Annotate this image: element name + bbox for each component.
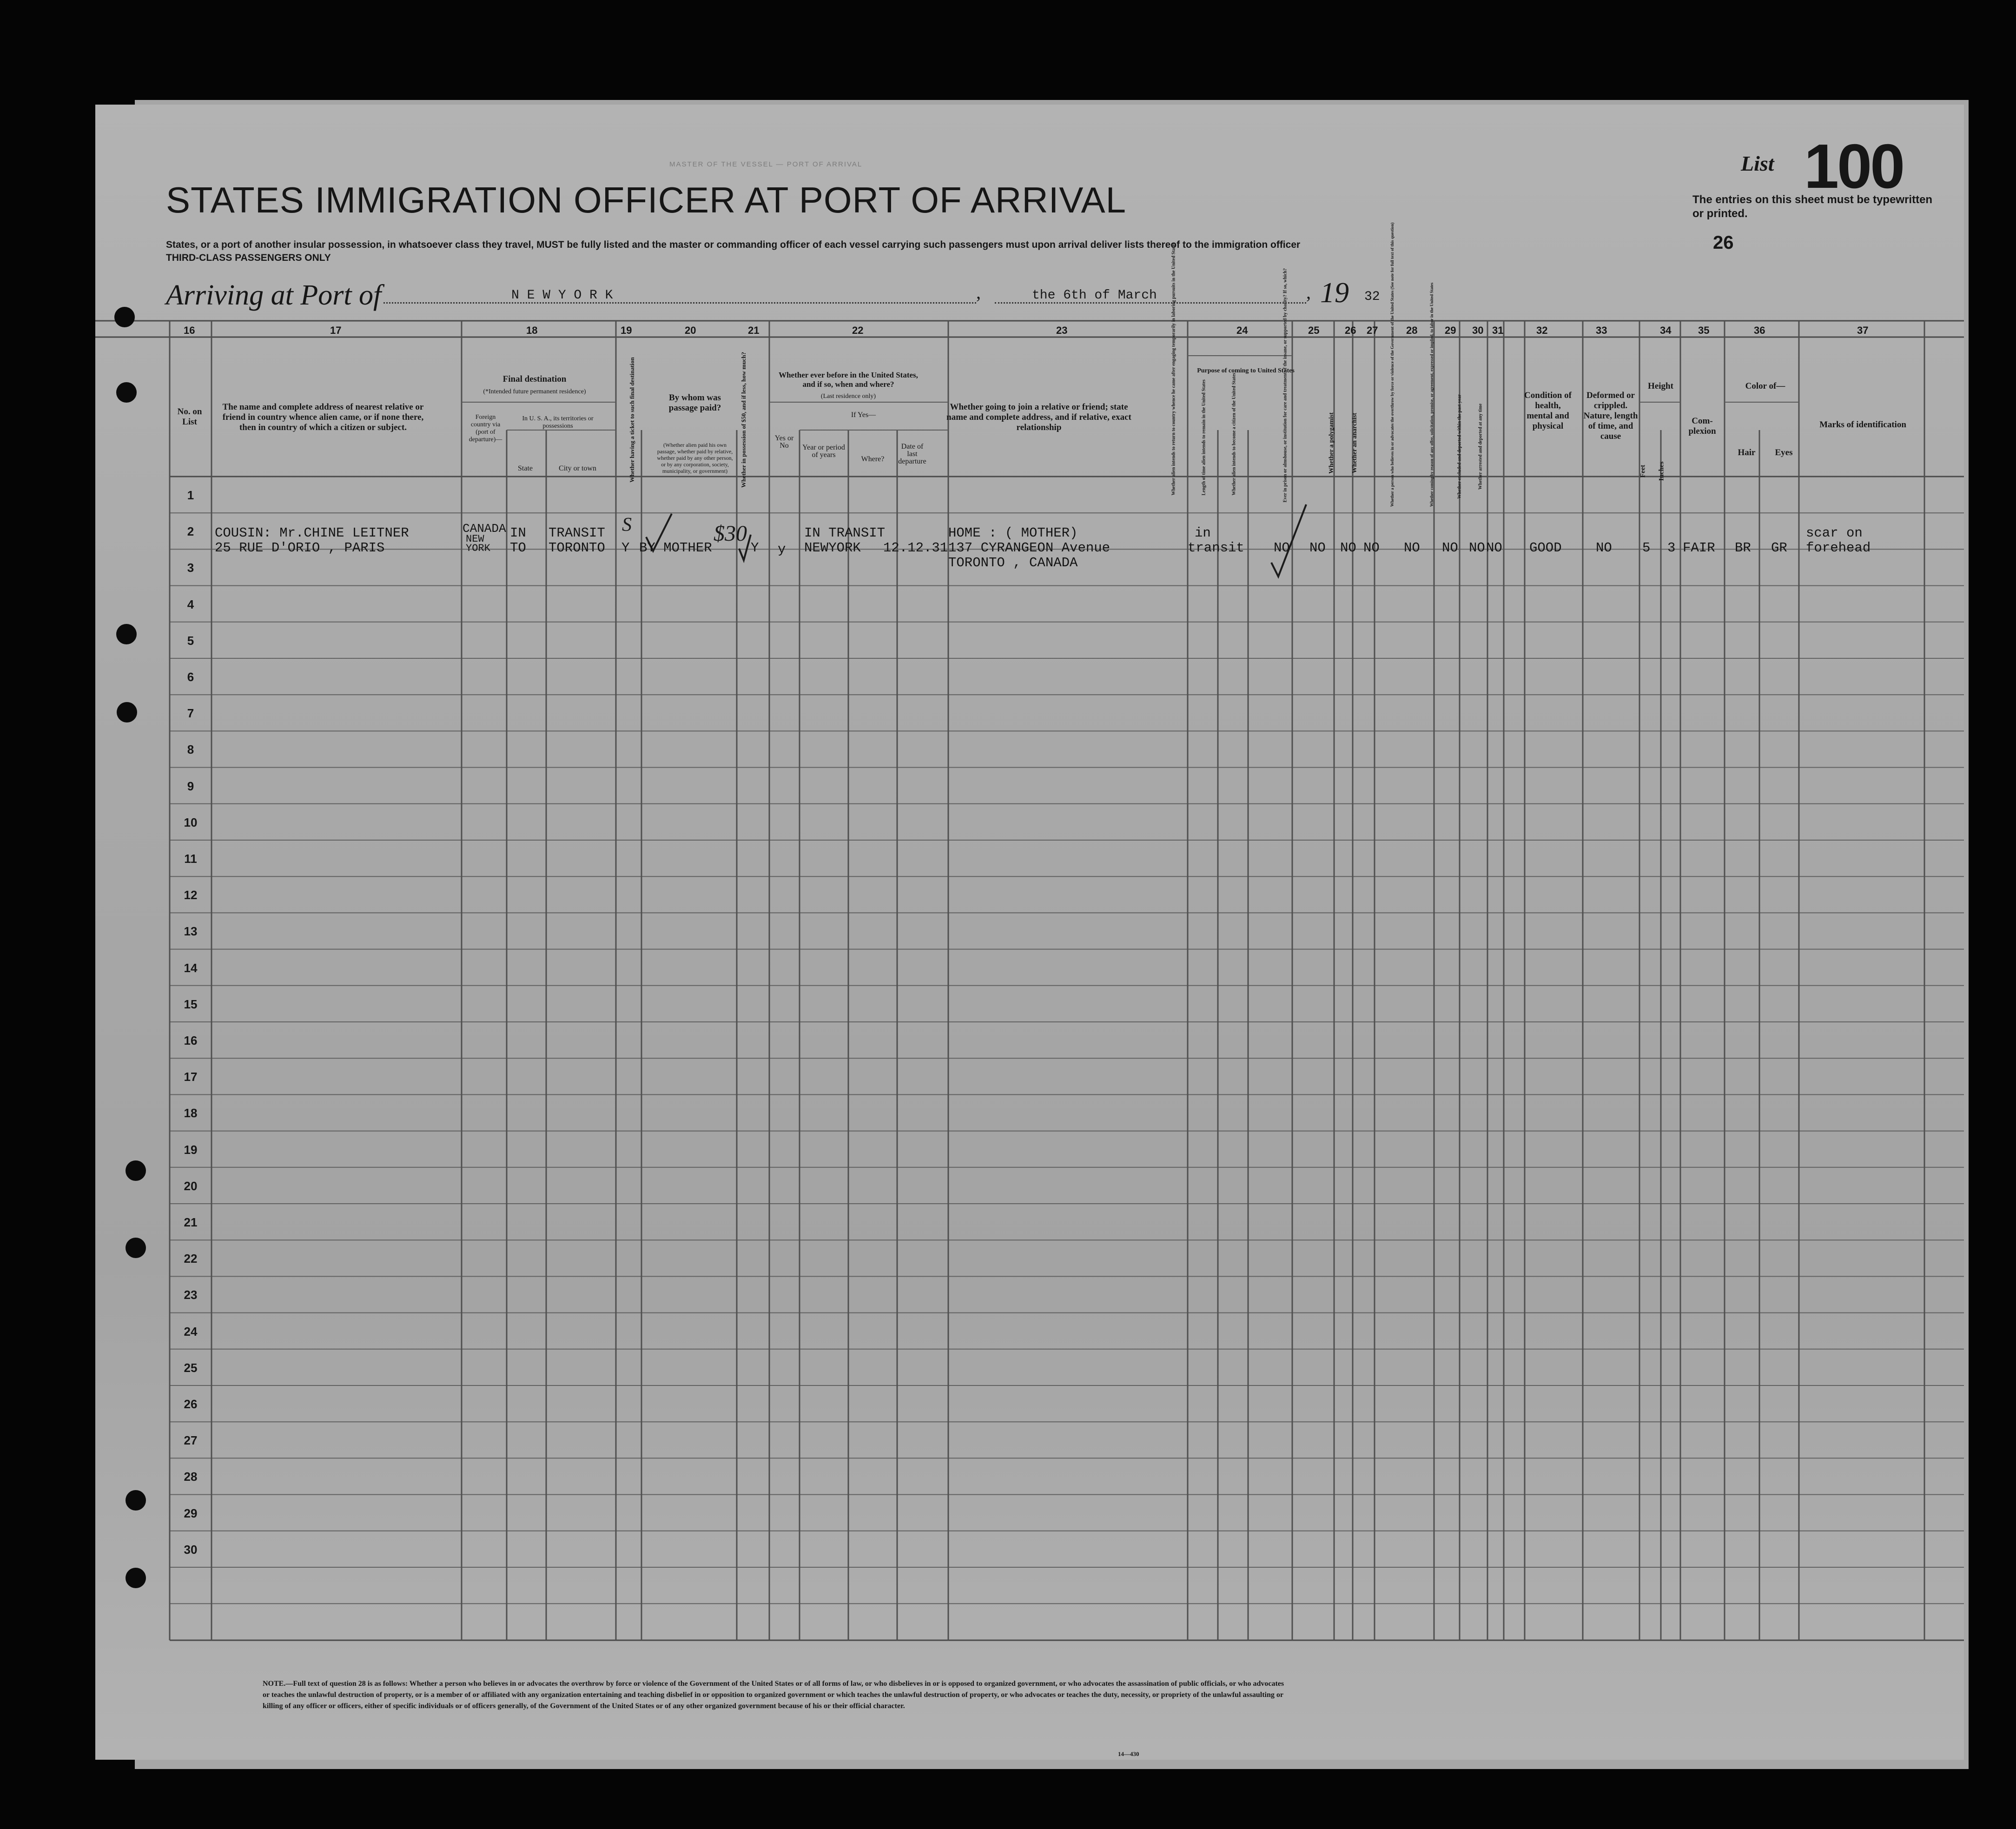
row-number: 24 (184, 1324, 198, 1339)
comma-1: , (976, 282, 981, 303)
row-number: 3 (187, 561, 194, 575)
row-number: 29 (184, 1506, 198, 1520)
row-number: 7 (187, 706, 194, 721)
entry-q29: NO (1442, 540, 1458, 556)
row-number: 30 (184, 1542, 198, 1557)
header-ticket: Whether having a ticket to such final destination (628, 357, 635, 483)
header-final-destination-note: (*Intended future permanent residence) (483, 388, 586, 395)
row-number: 22 (184, 1252, 198, 1266)
col-31: 31 (1492, 325, 1504, 336)
row-number: 27 (184, 1433, 198, 1448)
sheet-number: 26 (1713, 232, 1734, 253)
header-eyes: Eyes (1775, 448, 1793, 457)
entry-state-line2: TO (510, 540, 526, 556)
row-number: 20 (184, 1179, 198, 1193)
entry-marks-line2: forehead (1806, 540, 1871, 556)
row-number: 2 (187, 524, 194, 539)
entry-ticket: Y (621, 540, 630, 556)
col-21: 21 (748, 325, 760, 336)
row-number: 1 (187, 488, 194, 502)
header-no-on-list: No. on List (177, 407, 202, 427)
form-number: 14—430 (1118, 1750, 1139, 1757)
row-number: 4 (187, 597, 194, 611)
entry-purpose-line1: in (1195, 525, 1211, 541)
list-number: 100 (1804, 131, 1904, 201)
arrival-date: the 6th of March (1032, 288, 1157, 303)
header-possession-50: Whether in possession of $50, and if less, how much? (740, 352, 747, 488)
row-number: 8 (187, 742, 194, 757)
row-number: 18 (184, 1106, 198, 1120)
punch-hole (117, 702, 137, 722)
entry-deformed: NO (1596, 540, 1612, 556)
entry-foreign-country: CANADA (463, 522, 506, 536)
entry-money: Y (751, 540, 759, 556)
entry-relative-line1: COUSIN: Mr.CHINE LEITNER (215, 525, 409, 541)
col-18: 18 (526, 325, 538, 336)
header-complexion: Com-plexion (1688, 416, 1716, 436)
header-q24c: Whether alien intends to become a citizen of the United States (1231, 372, 1237, 496)
row-number: 17 (184, 1070, 198, 1084)
entry-q26: NO (1340, 540, 1356, 556)
punch-hole (114, 307, 135, 327)
header-q24b: Length of time alien intends to remain in the United States (1201, 379, 1207, 496)
header-year-period: Year or period of years (802, 444, 845, 459)
row-number: 16 (184, 1034, 198, 1047)
col-17: 17 (330, 325, 342, 336)
row-number: 9 (187, 779, 194, 793)
col-20: 20 (685, 325, 696, 336)
entry-relative-line2: 25 RUE D'ORIO , PARIS (215, 540, 385, 556)
arrival-label: Arriving at Port of (166, 279, 382, 311)
entry-health: GOOD (1529, 540, 1562, 556)
class-line: THIRD-CLASS PASSENGERS ONLY (166, 252, 331, 263)
entry-money-hand: $30 (714, 521, 747, 546)
entry-where: NEWYORK (804, 540, 861, 556)
col-33: 33 (1596, 325, 1607, 336)
year-prefix: 19 (1320, 277, 1349, 309)
header-purpose: Purpose of coming to United States (1197, 367, 1295, 374)
entry-foreign-port: NEW YORK (466, 533, 490, 554)
header-last-residence: (Last residence only) (820, 393, 876, 400)
entry-date-departure: 12.12.31 (883, 540, 948, 556)
header-join-relative: Whether going to join a relative or friend; state name and complete address, and if relative, exact relationship (946, 402, 1131, 432)
header-city: City or town (559, 464, 596, 472)
header-height: Height (1648, 381, 1673, 391)
row-number: 28 (184, 1470, 198, 1484)
header-in-usa: In U. S. A., its territories or possessions (522, 415, 594, 430)
header-date-last-departure: Date of last departure (898, 443, 926, 465)
header-if-yes: If Yes— (851, 411, 876, 419)
entry-inches: 3 (1667, 540, 1676, 556)
page-title: STATES IMMIGRATION OFFICER AT PORT OF ARRIVAL (166, 179, 1127, 220)
entry-city-line1: TRANSIT (549, 525, 605, 541)
col-30: 30 (1472, 325, 1484, 336)
punch-hole (126, 1490, 146, 1511)
punch-hole (116, 382, 137, 403)
col-23: 23 (1056, 325, 1068, 336)
row-number: 6 (187, 670, 194, 684)
entry-complexion: FAIR (1683, 540, 1715, 556)
entry-ticket-hand: S (622, 514, 632, 536)
faint-header-text: MASTER OF THE VESSEL — PORT OF ARRIVAL (669, 160, 863, 168)
row-number: 14 (184, 961, 198, 975)
row-number: 10 (184, 815, 198, 829)
header-q25: Ever in prison or almshouse, or institution for care and treatment of the insane, or supported by charity? If so, which? (1282, 268, 1288, 503)
col-35: 35 (1698, 325, 1710, 336)
year-suffix: 32 (1364, 290, 1380, 304)
entry-join-line3: TORONTO , CANADA (948, 555, 1078, 570)
entry-join-line2: 137 CYRANGEON Avenue (948, 540, 1110, 556)
col-27: 27 (1367, 325, 1378, 336)
header-yes-no: Yes or No (774, 434, 794, 450)
row-number: 12 (184, 888, 198, 902)
typewritten-note: The entries on this sheet must be typewritten or printed. (1692, 193, 1933, 220)
header-state: State (518, 464, 533, 472)
entry-city-line2: TORONTO (549, 540, 605, 556)
header-q26: Whether a polygamist (1328, 412, 1335, 474)
col-26: 26 (1345, 325, 1356, 336)
header-q31: Whether arrested and deported at any time (1478, 403, 1483, 490)
row-number: 21 (184, 1215, 198, 1229)
header-q27: Whether an anarchist (1351, 412, 1358, 474)
header-hair: Hair (1738, 448, 1756, 457)
header-deformed: Deformed or crippled. Nature, length of time, and cause (1583, 391, 1638, 441)
header-passage-note: (Whether alien paid his own passage, whether paid by relative, whether paid by any other person, or by any corporation, society, municipality, or government) (657, 442, 733, 474)
entry-join-line1: HOME : ( MOTHER) (948, 525, 1078, 541)
header-q28: Whether a person who believes in or advocates the overthrow by force or violence of the Government of the United States (See note for full text of this question) (1390, 222, 1395, 507)
row-number: 25 (184, 1360, 198, 1375)
row-number: 19 (184, 1142, 198, 1157)
header-passage-paid: By whom was passage paid? (668, 393, 721, 413)
header-q24a: Whether alien intends to return to country whence he came after engaging temporarily in laboring pursuits in the United States (1171, 242, 1177, 496)
entry-year: IN TRANSIT (804, 525, 886, 541)
col-29: 29 (1445, 325, 1456, 336)
punch-hole (116, 624, 137, 644)
header-q30: Whether excluded and deported within the past year (1457, 394, 1462, 499)
row-number: 15 (184, 997, 198, 1011)
header-ever-before: Whether ever before in the United States, and if so, when and where? (779, 371, 918, 389)
row-number: 13 (184, 924, 198, 939)
header-feet: Feet (1639, 464, 1647, 478)
row-number: 11 (184, 852, 197, 866)
entry-feet: 5 (1642, 540, 1651, 556)
col-24: 24 (1236, 325, 1248, 336)
entry-eyes: GR (1771, 540, 1787, 556)
comma-2: , (1306, 282, 1311, 303)
col-36: 36 (1754, 325, 1765, 336)
punch-hole (126, 1568, 146, 1588)
col-16: 16 (184, 325, 195, 336)
entry-q31: NO (1486, 540, 1502, 556)
header-marks: Marks of identification (1819, 420, 1906, 430)
entry-q27: NO (1363, 540, 1380, 556)
col-37: 37 (1857, 325, 1869, 336)
form-grid (95, 105, 1964, 1760)
entry-state-line1: IN (510, 525, 526, 541)
header-final-destination: Final destination (502, 374, 567, 384)
punch-hole (126, 1160, 146, 1181)
header-q29: Whether coming by reason of any offer, solicitation, promise, or agreement, expressed or implied, to labor in the United States (1429, 282, 1434, 507)
entry-hair: BR (1735, 540, 1751, 556)
row-number: 5 (187, 633, 194, 648)
entry-q28: NO (1404, 540, 1420, 556)
header-health: Condition of health, mental and physical (1524, 391, 1572, 431)
entry-q30: NO (1469, 540, 1485, 556)
col-28: 28 (1406, 325, 1418, 336)
subtitle: States, or a port of another insular possession, in whatsoever class they travel, MUST be fully listed and the master or commanding officer of each vessel carrying such passengers must upon arrival deliver lists thereof to the immigration officer (166, 239, 1301, 250)
port-dotted-line (383, 302, 976, 304)
header-color-of: Color of— (1745, 381, 1785, 391)
entry-q25: NO (1309, 540, 1326, 556)
footer-note: NOTE.—Full text of question 28 is as follows: Whether a person who believes in or advocates the overthrow by force or violence of the Government of the United States or of all forms of law, or who disbelieves in or is opposed to organized government, or who advocates the assassination of public officials, or who advocates or teaches the unlawful destruction of property, or is a member of or affiliated with any organization entertaining and teaching disbelief in or opposition to organized government or which teaches the unlawful destruction of property, or who advocates or teaches the duty, necessity, or propriety of the unlawful assaulting or killing of any officer or officers, either of specific individuals or of officers generally, of the Government of the United States or of any other organized government because of his or their official character. (263, 1680, 1284, 1710)
col-25: 25 (1308, 325, 1320, 336)
entry-q24c: NO (1274, 540, 1290, 556)
punch-hole (126, 1238, 146, 1258)
header-inches: Inches (1658, 461, 1666, 481)
col-34: 34 (1660, 325, 1672, 336)
row-number: 26 (184, 1397, 198, 1411)
header-relative-abroad: The name and complete address of nearest relative or friend in country whence alien came, or if none there, then in country of which a citizen or subject. (222, 402, 424, 432)
entry-purpose-line2: transit (1188, 540, 1244, 556)
list-label: List (1741, 152, 1774, 175)
col-32: 32 (1536, 325, 1548, 336)
header-where: Where? (861, 455, 885, 463)
entry-marks-line1: scar on (1806, 525, 1863, 541)
row-number: 23 (184, 1288, 198, 1302)
entry-ever-before: y (778, 542, 786, 557)
arrival-port: N E W Y O R K (511, 288, 613, 303)
col-19: 19 (621, 325, 632, 336)
col-22: 22 (852, 325, 864, 336)
header-foreign-country: Foreign country via (port of departure)— (469, 414, 502, 443)
manifest-sheet (95, 105, 1964, 1760)
entry-paid-by: BY MOTHER (639, 540, 712, 556)
